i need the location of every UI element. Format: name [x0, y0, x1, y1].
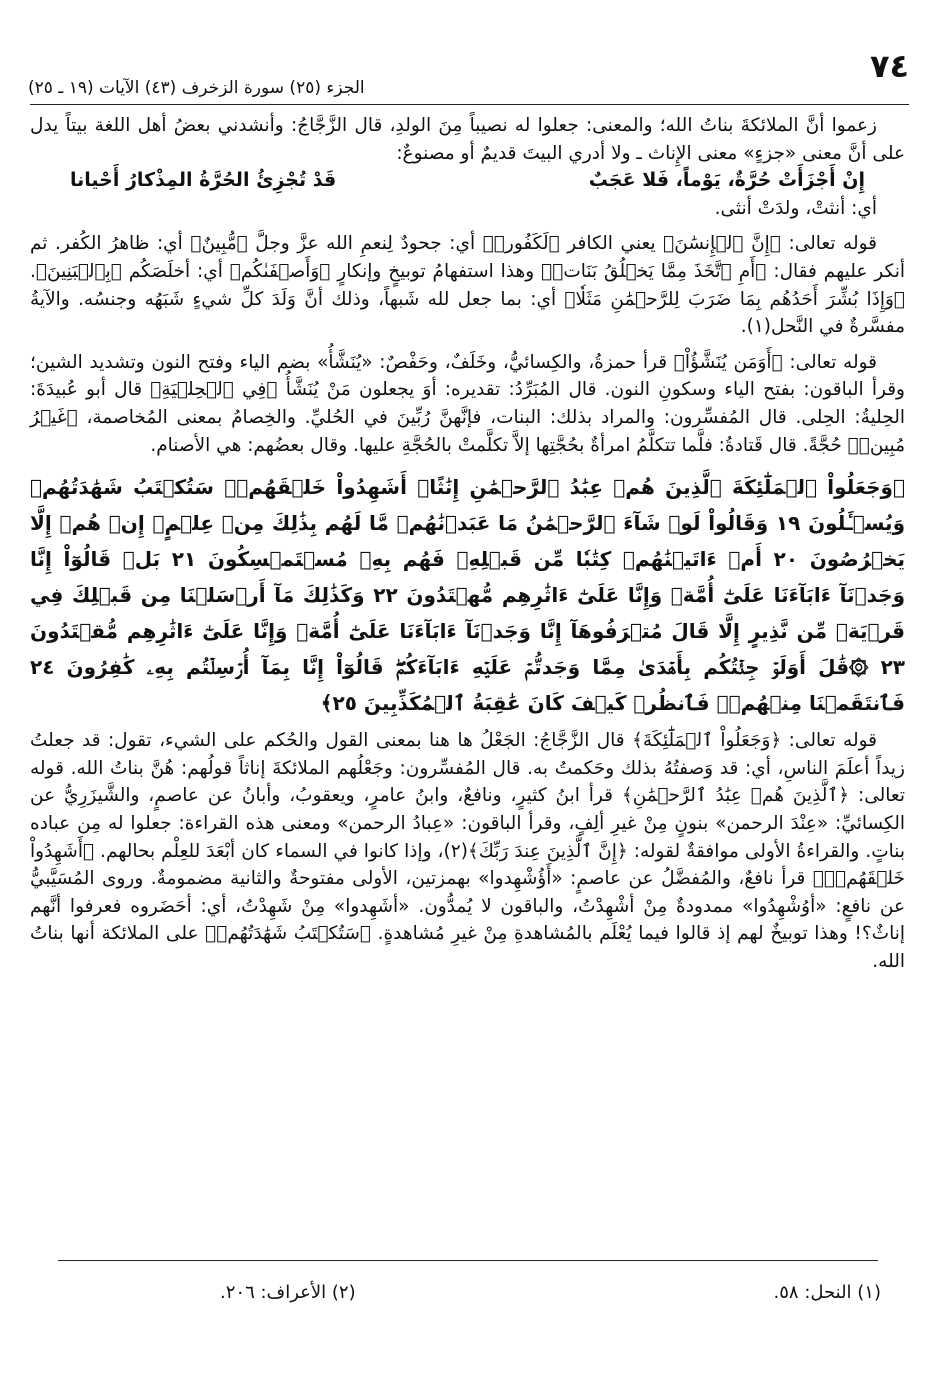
main-text — [30, 112, 905, 975]
paragraph: قوله تعالى: ﴿أَوَمَن يُنَشَّؤُاْ﴾ قرأ حمزةُ، والكِسائيُّ، وخَلَفٌ، وحَفْصٌ: «يُنَشَّأُ» بضم الياء وفتح النون وتشديد الشين؛ وقرأ الباقون: بفتح الياء وسكونِ النون. قال المُبَرِّدُ: تقديره: أوَ يجعلون مَنْ يُنَشَّأُ ﴿فِي ٱلۡحِلۡيَةِ﴾ قال أبو عُبيدَةَ: الحِليةُ: الحِلى. قال المُفسِّرون: والمراد بذلك: البنات، فإنَّهنَّ رُبِّينَ في الحُليِّ. والخِصامُ بمعنى المُخاصمة، ﴿غَيۡرُ مُبِينٖ﴾ حُجَّةً. قال قَتادةُ: فلَّما تتكلَّمُ امرأةٌ بحُجَّتِها إلاَّ تكلَّمتْ بالحُجَّةِ عليها. وقال بعضُهم: هي الأصنام. — [30, 351, 905, 456]
paragraph: أي: أنثتْ، ولدَتْ أنثى. — [714, 197, 877, 219]
page-number: ٧٤ — [869, 47, 909, 85]
paragraph: قوله تعالى: ﴿وَجَعَلُواْ ٱلۡمَلَٰٓئِكَةَ﴾ قال الزَّجَّاجُ: الجَعْلُ ها هنا بمعنى القول والحُكم على الشيء، تقول: قد جعلتُ زيداً أعلَمَ الناسِ، أي: قد وَصفتُهُ بذلك وحَكمتُ به. قال المُفسِّرون: وجَعْلُهم الملائكةَ إناثاً قولُهم: هُنَّ بناتُ الله. قوله تعالى: ﴿ٱلَّذِينَ هُمۡ عِبَٰدُ ٱلرَّحۡمَٰنِ﴾ قرأ ابنُ كثيرٍ، ونافعٌ، وابنُ عامرٍ، ويعقوبُ، وأبانُ عن عاصمٍ، والشَّيزَرِيُّ عن الكِسائيِّ: «عِنْدَ الرحمن» بنونٍ مِنْ غيرِ ألِفٍ، وقرأ الباقون: «عِبادُ الرحمن» ومعنى هذه القراءة: جعلوا له مِن عباده بناتٍ. والقراءةُ الأولى موافقةٌ لقوله: ﴿إِنَّ ٱلَّذِينَ عِندَ رَبِّكَ﴾(٢)، وإذا كانوا في السماء كان أبْعَدَ للعِلْم بحالهم. ﴿أَشَهِدُواْ خَلۡقَهُمۡۚ﴾ قرأ نافعٌ، والمُفضَّلُ عن عاصمٍ: «أَؤُشْهِدوا» بهمزتين، الأولى مفتوحةٌ والثانية مضمومةٌ. وروى المُسَيَّبيُّ عن نافعٍ: «أوُشْهِدُوا» ممدودةٌ مِنْ أشْهِدْتُ، والباقون لا يُمدُّون. «أشَهِدوا» مِنْ شَهِدْتُ، أي: أحَضَروه فعرفوا أنَّهم إناثٌ؟! وهذا توبيخٌ لهم إذ قالوا فيما يُعْلَم بالمُشاهدةِ مِنْ غيرِ مُشاهدةٍ. ﴿سَتُكۡتَبُ شَهَٰدَتُهُمۡ﴾ على الملائكة أنها بناتُ الله. — [30, 730, 905, 972]
page-header — [28, 46, 909, 102]
header-divider — [30, 104, 909, 105]
paragraph: زعموا أنَّ الملائكةَ بناتُ الله؛ والمعنى: جعلوا له نصيباً مِنَ الولدِ، قال الزَّجَّاجُ: وأنشدني بعضُ أهل اللغة بيتاً يدل على أنَّ معنى «جزءٍ» معنى الإِناث ـ ولا أدري البيتَ قديمٌ أو مصنوعٌ: — [30, 115, 905, 164]
paragraph: قوله تعالى: ﴿إِنَّ ٱلۡإِنسَٰنَ﴾ يعني الكافر ﴿لَكَفُورٞ﴾ أي: جحودٌ لِنعمِ الله عزَّ وجلَّ ﴿مُّبِينٌ﴾ أي: ظاهرُ الكُفر. ثم أنكر عليهم فقال: ﴿أَمِ ٱتَّخَذَ مِمَّا يَخۡلُقُ بَنَاتٖ﴾ وهذا استفهامُ توبيخٍ وإنكارٍ ﴿وَأَصۡفَىٰكُم﴾ أي: أخلَصَكُم ﴿بِٱلۡبَنِينَ﴾. ﴿وَإِذَا بُشِّرَ أَحَدُهُم بِمَا ضَرَبَ لِلرَّحۡمَٰنِ مَثَلٗا﴾ أي: بما جعل لله شَبهاً، وذلك أنَّ وَلَدَ كلِّ شيءٍ شَبَهُه وجنسُه. والآيةُ مفسَّرةٌ في النَّحل(١). — [30, 233, 905, 338]
poetry-verse — [30, 167, 905, 195]
footnote-2: (٢) الأعراف: ٢٠٦. — [220, 1282, 356, 1303]
verse-first-hemistich: إِنْ أَجْزَأَتْ حُرَّةٌ، يَوْماً، فَلا عَجَبٌ — [588, 169, 865, 192]
quran-verses-block: ﴿وَجَعَلُواْ ٱلۡمَلَٰٓئِكَةَ ٱلَّذِينَ هُمۡ عِبَٰدُ ٱلرَّحۡمَٰنِ إِنَٰثًاۚ أَشَهِدُواْ خَلۡقَهُمۡۚ سَتُكۡتَبُ شَهَٰدَتُهُمۡ وَيُسۡـَٔلُونَ ١٩ وَقَالُواْ لَوۡ شَآءَ ٱلرَّحۡمَٰنُ مَا عَبَدۡنَٰهُمۗ مَّا لَهُم بِذَٰلِكَ مِنۡ عِلۡمٍۖ إِنۡ هُمۡ إِلَّا يَخۡرُصُونَ ٢٠ أَمۡ ءَاتَيۡنَٰهُمۡ كِتَٰبٗا مِّن قَبۡلِهِۦ فَهُم بِهِۦ مُسۡتَمۡسِكُونَ ٢١ بَلۡ قَالُوٓاْ إِنَّا وَجَدۡنَآ ءَابَآءَنَا عَلَىٰٓ أُمَّةٖ وَإِنَّا عَلَىٰٓ ءَاثَٰرِهِم مُّهۡتَدُونَ ٢٢ وَكَذَٰلِكَ مَآ أَرۡسَلۡنَا مِن قَبۡلِكَ فِي قَرۡيَةٖ مِّن نَّذِيرٍ إِلَّا قَالَ مُتۡرَفُوهَآ إِنَّا وَجَدۡنَآ ءَابَآءَنَا عَلَىٰٓ أُمَّةٖ وَإِنَّا عَلَىٰٓ ءَاثَٰرِهِم مُّقۡتَدُونَ ٢٣ ۞قَٰلَ أَوَلَوۡ جِئۡتُكُم بِأَهۡدَىٰ مِمَّا وَجَدتُّمۡ عَلَيۡهِ ءَابَآءَكُمۡۖ قَالُوٓاْ إِنَّا بِمَآ أُرۡسِلۡتُم بِهِۦ كَٰفِرُونَ ٢٤ فَٱنتَقَمۡنَا مِنۡهُمۡۖ فَٱنظُرۡ كَيۡفَ كَانَ عَٰقِبَةُ ٱلۡمُكَذِّبِينَ ٢٥﴾ — [30, 475, 906, 716]
footnote-1: (١) النحل: ٥٨. — [773, 1282, 881, 1303]
footnotes — [220, 1280, 881, 1306]
verse-second-hemistich: قَدْ تُجْزِئُ الحُرَّةُ المِذْكارُ أَحْيانا — [70, 169, 337, 192]
running-title: الجزء (٢٥) سورة الزخرف (٤٣) الآيات (١٩ ـ ٢٥) — [28, 78, 365, 98]
footnote-divider — [58, 1260, 878, 1261]
